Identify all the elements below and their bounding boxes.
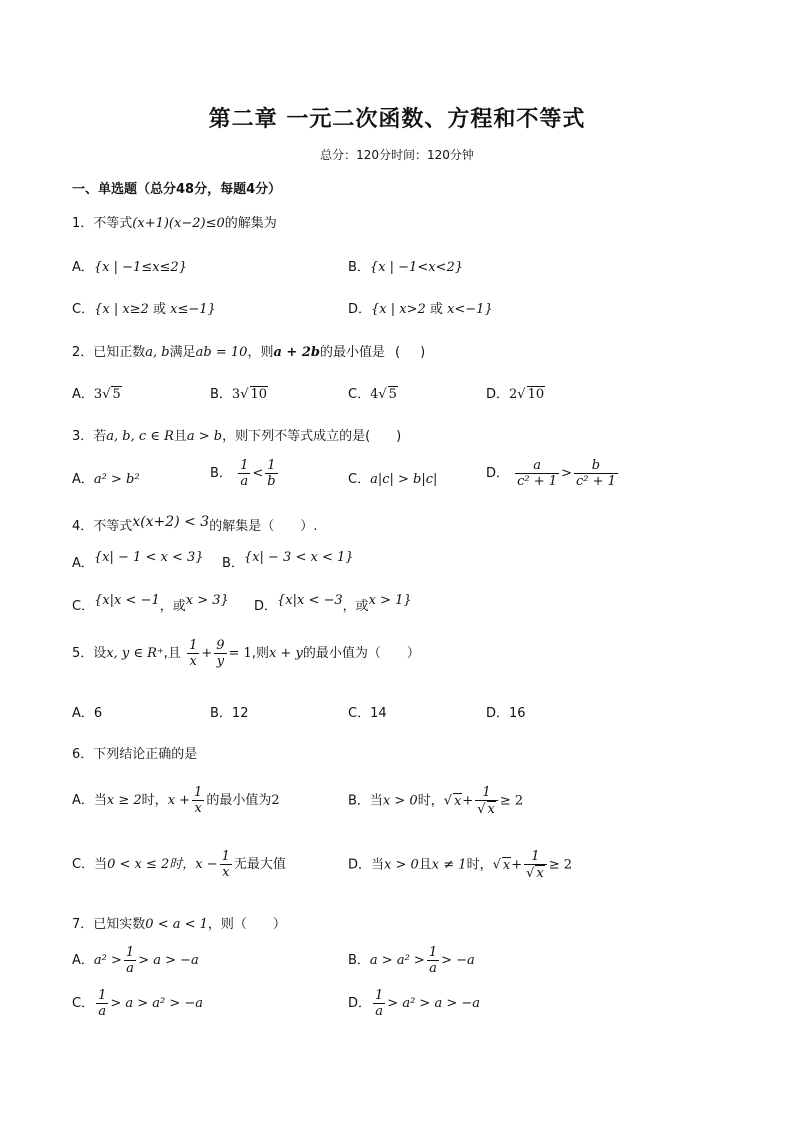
question-6-option-c: C．当0 < x ≤ 2时，x − $\frac{1}{x}$ 无最大值 bbox=[72, 849, 286, 880]
question-2-option-d: D．2√ 10 bbox=[486, 387, 545, 402]
question-1-stem: 1．不等式(x+1)(x−2)≤0的解集为 bbox=[72, 216, 277, 231]
question-6-stem: 6．下列结论正确的是 bbox=[72, 747, 198, 762]
question-2-option-b: B．3√ 10 bbox=[210, 387, 268, 402]
question-3-option-a: A．a² > b² bbox=[72, 472, 140, 487]
question-3-stem: 3．若a, b, c ∈ R且a > b，则下列不等式成立的是( ) bbox=[72, 429, 402, 444]
question-1-option-b: B．{x | −1<x<2} bbox=[348, 260, 463, 275]
question-1-option-d: D．{x | x>2 或 x<−1} bbox=[348, 302, 493, 317]
question-3-option-b: B． $\frac{1}{a}$ < $\frac{1}{b}$ bbox=[210, 458, 276, 489]
question-5-option-b: B．12 bbox=[210, 706, 249, 721]
question-5-option-c: C．14 bbox=[348, 706, 387, 721]
question-2-option-c: C．4√ 5 bbox=[348, 387, 397, 402]
page-title: 第二章 一元二次函数、方程和不等式 bbox=[208, 107, 586, 132]
question-6-option-b: B．当x > 0时，√ x+ $\frac{1}{√ x}$ ≥ 2 bbox=[348, 785, 524, 817]
question-4-option-c: C．{x|x < −1，或x > 3} bbox=[72, 593, 229, 614]
question-6-option-d: D．当x > 0且x ≠ 1时，√ x+ $\frac{1}{√ x}$ ≥ 2 bbox=[348, 849, 573, 881]
question-2-option-a: A．3√ 5 bbox=[72, 387, 121, 402]
question-4-option-a: A．{x| − 1 < x < 3} bbox=[72, 550, 204, 571]
question-7-option-b: B．a > a² > $\frac{1}{a}$ > −a bbox=[348, 945, 475, 976]
question-7-option-c: C． $\frac{1}{a}$ > a > a² > −a bbox=[72, 988, 204, 1019]
question-5-option-a: A．6 bbox=[72, 706, 103, 721]
exam-meta: 总分：120分时间：120分钟 bbox=[320, 148, 474, 162]
question-5-option-d: D．16 bbox=[486, 706, 526, 721]
question-7-stem: 7．已知实数0 < a < 1，则（ ） bbox=[72, 917, 286, 932]
question-7-option-d: D． $\frac{1}{a}$ > a² > a > −a bbox=[348, 988, 480, 1019]
question-2-stem: 2．已知正数a, b满足ab = 10，则a + 2b的最小值是 ( ) bbox=[72, 345, 426, 360]
question-4-option-b: B．{x| − 3 < x < 1} bbox=[222, 550, 354, 571]
question-5-stem: 5．设x, y ∈ R⁺,且 $\frac{1}{x}$ + $\frac{9}{y}$ = 1,则x + y的最小值为（ ） bbox=[72, 638, 420, 669]
question-3-option-d: D． $\frac{a}{\text{c² + 1}}$ > $\frac{b}{\text{c² + 1}}$ bbox=[486, 458, 616, 489]
question-1-option-a: A．{x | −1≤x≤2} bbox=[72, 260, 187, 275]
question-6-option-a: A．当x ≥ 2时，x + $\frac{1}{x}$ 的最小值为2 bbox=[72, 785, 280, 816]
question-1-option-c: C．{x | x≥2 或 x≤−1} bbox=[72, 302, 216, 317]
question-4-stem: 4．不等式x(x+2) < 3的解集是（ ）. bbox=[72, 514, 318, 534]
section-heading: 一、单选题（总分48分，每题4分） bbox=[72, 182, 282, 197]
question-3-option-c: C．a|c| > b|c| bbox=[348, 472, 438, 487]
question-7-option-a: A．a² > $\frac{1}{a}$ > a > −a bbox=[72, 945, 199, 976]
question-4-option-d: D．{x|x < −3，或x > 1} bbox=[254, 593, 412, 614]
